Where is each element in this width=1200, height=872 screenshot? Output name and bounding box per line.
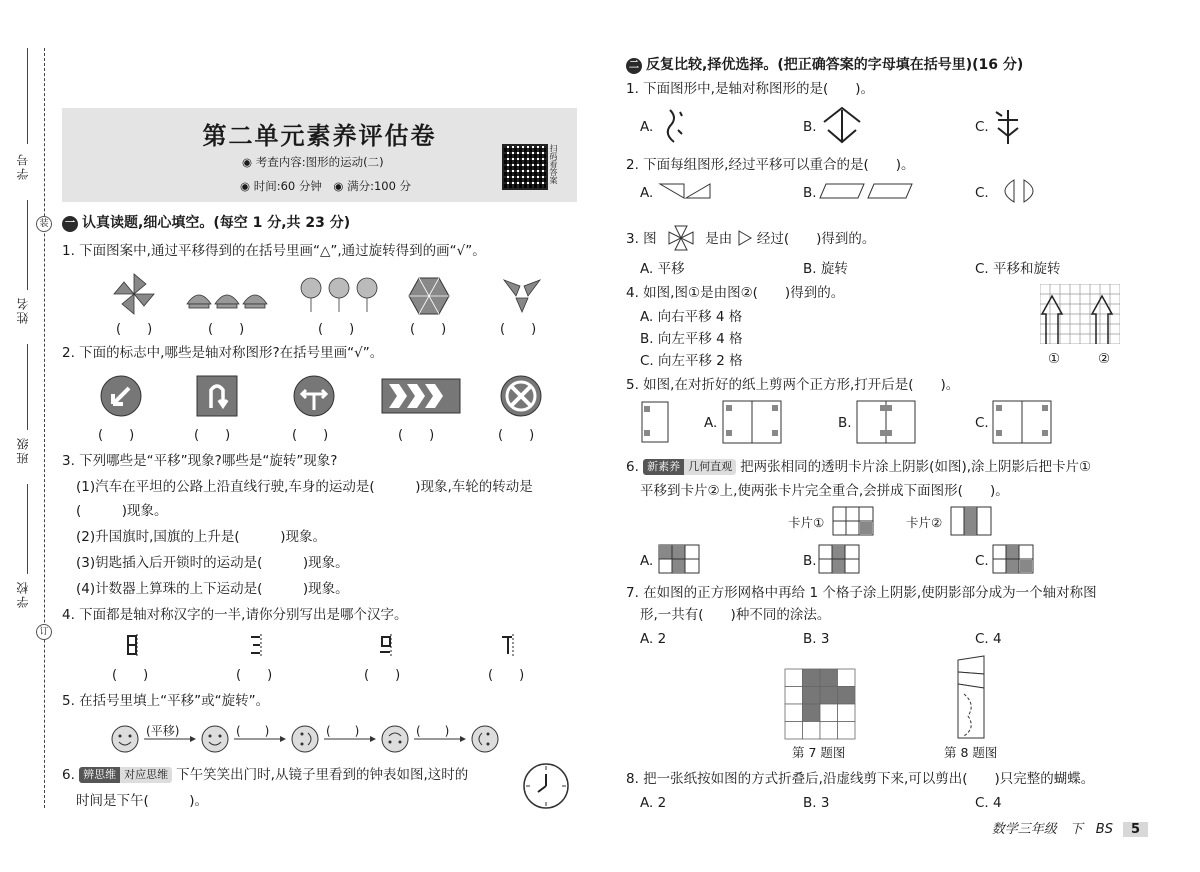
- half-char-3: [378, 634, 394, 658]
- page-number: 5: [1123, 822, 1148, 837]
- class-line: [27, 344, 28, 430]
- hexagon-figure: [408, 276, 450, 316]
- s2-q6-figure-b: [818, 544, 860, 574]
- s2-q6-opt-a[interactable]: A.: [640, 553, 654, 569]
- s1-q2-blank-4[interactable]: ( ): [398, 428, 435, 443]
- sign-chevrons: [381, 378, 461, 414]
- s1-q5-example: (平移): [146, 724, 180, 738]
- s2-q1-figure-c: [992, 106, 1026, 146]
- s1-q1-blank-3[interactable]: ( ): [318, 322, 355, 337]
- s2-q6-opt-c[interactable]: C.: [975, 553, 989, 569]
- school-line: [27, 484, 28, 574]
- s2-q2-opt-a[interactable]: A.: [640, 185, 654, 201]
- s2-q6-tag-light: 几何直观: [684, 459, 736, 475]
- qr-note: 扫码看答案: [549, 144, 558, 184]
- section2-heading: 二 反复比较,择优选择。(把正确答案的字母填在括号里)(16 分): [626, 54, 1023, 74]
- sign-u-turn: [195, 374, 239, 418]
- s2-q5-figure-a: [722, 400, 782, 444]
- card-1-figure: [832, 506, 874, 536]
- s2-q5-text: 5. 如图,在对折好的纸上剪两个正方形,打开后是( )。: [626, 377, 960, 393]
- s1-q1-blank-4[interactable]: ( ): [410, 322, 447, 337]
- s2-q5-opt-b[interactable]: B.: [838, 415, 852, 431]
- s2-q2-text: 2. 下面每组图形,经过平移可以重合的是( )。: [626, 157, 915, 173]
- s2-q5-opt-c[interactable]: C.: [975, 415, 989, 431]
- s2-q6-figure-a: [658, 544, 700, 574]
- s2-q7-line1: 7. 在如图的正方形网格中再给 1 个格子涂上阴影,使阴影部分成为一个轴对称图: [626, 585, 1097, 601]
- s2-q2-figure-c: [992, 178, 1048, 204]
- s1-q1-text: 1. 下面图案中,通过平移得到的在括号里画“△”,通过旋转得到的画“√”。: [62, 243, 486, 259]
- half-char-4: [500, 634, 516, 658]
- student-id-line: [27, 48, 28, 144]
- s1-q5-blank-3[interactable]: ( ): [416, 724, 450, 738]
- s1-q3-4: (4)计数器上算珠的上下运动是( )现象。: [76, 581, 349, 597]
- s2-q3-opt-c[interactable]: C. 平移和旋转: [975, 261, 1061, 277]
- s1-q2-blank-3[interactable]: ( ): [292, 428, 329, 443]
- exam-scope: ◉ 考查内容:图形的运动(二): [242, 155, 384, 169]
- s1-q2-blank-1[interactable]: ( ): [98, 428, 135, 443]
- fig7-caption: 第 7 题图: [792, 745, 846, 760]
- s2-q7-opt-b[interactable]: B. 3: [803, 631, 830, 647]
- s1-q3-1: (1)汽车在平坦的公路上沿直线行驶,车身的运动是( )现象,车轮的转动是: [76, 479, 533, 495]
- s1-q5-text: 5. 在括号里填上“平移”或“旋转”。: [62, 693, 270, 709]
- s2-q5-folded-paper: [640, 400, 670, 444]
- s2-q4-opt-a[interactable]: A. 向右平移 4 格: [640, 309, 743, 325]
- s1-q5-blank-2[interactable]: ( ): [326, 724, 360, 738]
- card-2-figure: [950, 506, 992, 536]
- s2-q8-text: 8. 把一张纸按如图的方式折叠后,沿虚线剪下来,可以剪出( )只完整的蝴蝶。: [626, 771, 1095, 787]
- pinwheel-figure: [112, 272, 156, 316]
- s2-q4-fig-label-1: ①: [1048, 351, 1061, 367]
- crowns-figure: [185, 282, 270, 312]
- s2-q1-opt-c[interactable]: C.: [975, 119, 989, 135]
- s2-q6-line1: 6. 新素养 几何直观 把两张相同的透明卡片涂上阴影(如图),涂上阴影后把卡片①: [626, 459, 1092, 475]
- s2-q6-tag-dark: 新素养: [643, 459, 684, 475]
- title-box: [62, 108, 577, 202]
- s1-q1-blank-5[interactable]: ( ): [500, 322, 537, 337]
- s2-q5-figure-b: [856, 400, 916, 444]
- s2-q1-opt-b[interactable]: B.: [803, 119, 817, 135]
- s2-q8-opt-b[interactable]: B. 3: [803, 795, 830, 811]
- exam-meta: ◉ 时间:60 分钟 ◉ 满分:100 分: [240, 179, 412, 193]
- s2-q4-opt-c[interactable]: C. 向左平移 2 格: [640, 353, 743, 369]
- s1-q6-tag-dark: 辨思维: [79, 767, 120, 783]
- sign-no-entry-x: [499, 374, 543, 418]
- mirror-clock-figure: [522, 762, 570, 810]
- student-id-label: 学号: [16, 152, 30, 180]
- s2-q4-text: 4. 如图,图①是由图②( )得到的。: [626, 285, 845, 301]
- s1-q6-line1: 6. 辨思维 对应思维 下午笑笑出门时,从镜子里看到的钟表如图,这时的: [62, 767, 469, 783]
- s2-q7-opt-c[interactable]: C. 4: [975, 631, 1002, 647]
- s1-q1-blank-1[interactable]: ( ): [116, 322, 153, 337]
- half-char-2: [248, 634, 264, 658]
- s1-q2-text: 2. 下面的标志中,哪些是轴对称图形?在括号里画“√”。: [62, 345, 384, 361]
- s2-q1-figure-a: [660, 106, 690, 146]
- s2-q3-text: 3. 图 是由 经过( )得到的。: [626, 224, 875, 252]
- class-label: 班级: [16, 436, 30, 464]
- s2-q3-triangle: [737, 229, 753, 247]
- s2-q8-folded-figure: [954, 654, 990, 740]
- section1-heading: 一 认真读题,细心填空。(每空 1 分,共 23 分): [62, 212, 350, 232]
- s1-q4-text: 4. 下面都是轴对称汉字的一半,请你分别写出是哪个汉字。: [62, 607, 408, 623]
- s2-q8-opt-c[interactable]: C. 4: [975, 795, 1002, 811]
- s2-q8-opt-a[interactable]: A. 2: [640, 795, 667, 811]
- s1-q4-blank-4[interactable]: ( ): [488, 668, 525, 683]
- s1-q5-blank-1[interactable]: ( ): [236, 724, 270, 738]
- s2-q6-line2: 平移到卡片②上,使两张卡片完全重合,会拼成下面图形( )。: [640, 483, 1009, 499]
- s2-q3-pinwheel: [661, 224, 701, 252]
- s2-q4-grid-figure: [1040, 284, 1120, 344]
- s2-q2-figure-b: [818, 180, 914, 202]
- triangles-figure: [502, 278, 542, 314]
- s2-q3-opt-a[interactable]: A. 平移: [640, 261, 685, 277]
- s1-q6-tag-light: 对应思维: [120, 767, 172, 783]
- s2-q7-line2: 形,一共有( )种不同的涂法。: [640, 607, 831, 623]
- page-footer: [992, 818, 1148, 837]
- s2-q1-figure-b: [820, 104, 864, 144]
- s1-q4-blank-2[interactable]: ( ): [236, 668, 273, 683]
- s1-q4-blank-3[interactable]: ( ): [364, 668, 401, 683]
- page-title: 第二单元素养评估卷: [202, 122, 437, 150]
- s1-q6-line2: 时间是下午( )。: [76, 793, 209, 809]
- card-1-label: 卡片①: [788, 515, 825, 530]
- binding-mark-2: 订: [36, 624, 52, 640]
- s1-q4-blank-1[interactable]: ( ): [112, 668, 149, 683]
- s1-q3-text: 3. 下列哪些是“平移”现象?哪些是“旋转”现象?: [62, 453, 338, 469]
- s2-q2-opt-b[interactable]: B.: [803, 185, 817, 201]
- fig8-caption: 第 8 题图: [944, 745, 998, 760]
- card-2-label: 卡片②: [906, 515, 943, 530]
- section1-number: 一: [62, 216, 78, 232]
- exam-time: 时间:60 分钟: [253, 179, 322, 193]
- sign-left-right: [292, 374, 336, 418]
- s2-q7-opt-a[interactable]: A. 2: [640, 631, 667, 647]
- s2-q5-opt-a[interactable]: A.: [704, 415, 718, 431]
- s1-q3-2: (2)升国旗时,国旗的上升是( )现象。: [76, 529, 326, 545]
- binding-mark-1: 装: [36, 216, 52, 232]
- name-label: 姓名: [16, 296, 30, 324]
- s2-q1-text: 1. 下面图形中,是轴对称图形的是( )。: [626, 81, 874, 97]
- s1-q3-3: (3)钥匙插入后开锁时的运动是( )现象。: [76, 555, 349, 571]
- qr-code: [502, 144, 548, 190]
- half-char-1: [124, 634, 140, 658]
- s2-q4-fig-label-2: ②: [1098, 351, 1111, 367]
- name-line: [27, 200, 28, 290]
- s1-q3-1-cont: ( )现象。: [76, 503, 168, 519]
- s2-q6-figure-c: [992, 544, 1034, 574]
- school-label: 学校: [16, 580, 30, 608]
- roses-figure: [297, 274, 383, 314]
- footer-subject: 数学三年级 下 BS: [991, 822, 1113, 837]
- s2-q5-figure-c: [992, 400, 1052, 444]
- s2-q6-opt-b[interactable]: B.: [803, 553, 817, 569]
- s2-q4-opt-b[interactable]: B. 向左平移 4 格: [640, 331, 743, 347]
- exam-score: 满分:100 分: [347, 179, 412, 193]
- s2-q7-grid-figure: [784, 668, 856, 740]
- s1-q1-blank-2[interactable]: ( ): [208, 322, 245, 337]
- s1-q2-blank-5[interactable]: ( ): [498, 428, 535, 443]
- s2-q3-opt-b[interactable]: B. 旋转: [803, 261, 848, 277]
- section2-number: 二: [626, 58, 642, 74]
- s2-q2-opt-c[interactable]: C.: [975, 185, 989, 201]
- sign-turn-arrow: [99, 374, 143, 418]
- s2-q1-opt-a[interactable]: A.: [640, 119, 654, 135]
- s2-q2-figure-a: [658, 180, 712, 202]
- binding-dashed-line: [44, 48, 45, 808]
- s1-q2-blank-2[interactable]: ( ): [194, 428, 231, 443]
